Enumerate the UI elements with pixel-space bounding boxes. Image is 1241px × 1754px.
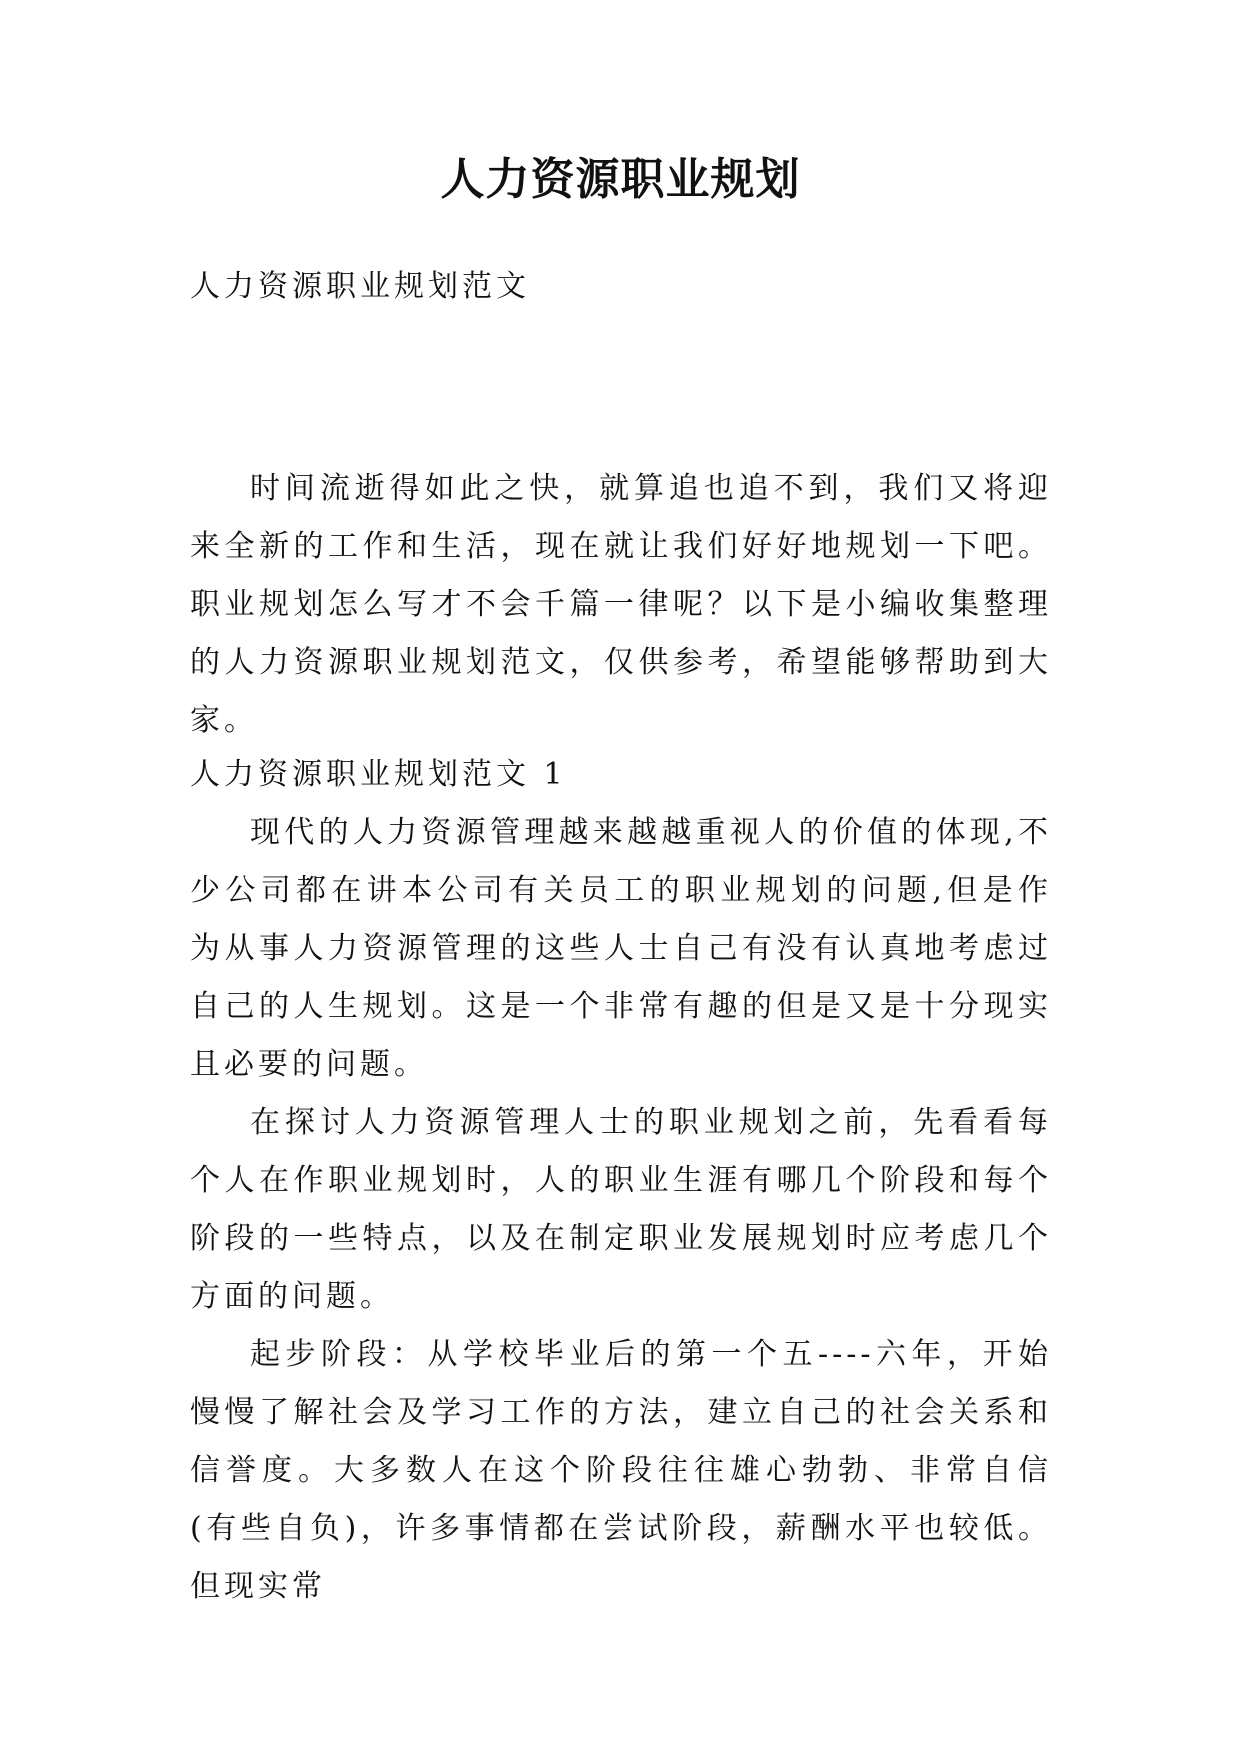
intro-paragraph: 时间流逝得如此之快，就算追也追不到，我们又将迎来全新的工作和生活，现在就让我们好好地规划一下吧。职业规划怎么写才不会千篇一律呢？以下是小编收集整理的人力资源职业规划范文，仅供参考，希望能够帮助到大家。 bbox=[190, 471, 1052, 738]
document-title: 人力资源职业规划 bbox=[440, 154, 801, 205]
section-paragraph-3: 起步阶段：从学校毕业后的第一个五----六年，开始慢慢了解社会及学习工作的方法，建立自己的社会关系和信誉度。大多数人在这个阶段往往雄心勃勃、非常自信(有些自负)，许多事情都在尝试阶段，薪酬水平也较低。但现实常 bbox=[190, 1337, 1052, 1604]
section-paragraph-1: 现代的人力资源管理越来越越重视人的价值的体现,不少公司都在讲本公司有关员工的职业规划的问题,但是作为从事人力资源管理的这些人士自己有没有认真地考虑过自己的人生规划。这是一个非常有趣的但是又是十分现实且必要的问题。 bbox=[190, 815, 1052, 1082]
document-subtitle: 人力资源职业规划范文 bbox=[190, 269, 530, 304]
section-paragraph-2: 在探讨人力资源管理人士的职业规划之前，先看看每个人在作职业规划时，人的职业生涯有哪几个阶段和每个阶段的一些特点，以及在制定职业发展规划时应考虑几个方面的问题。 bbox=[190, 1105, 1052, 1314]
section-1 bbox=[190, 746, 1052, 1616]
section-heading: 人力资源职业规划范文 1 bbox=[190, 757, 567, 792]
intro-block bbox=[190, 460, 1052, 750]
